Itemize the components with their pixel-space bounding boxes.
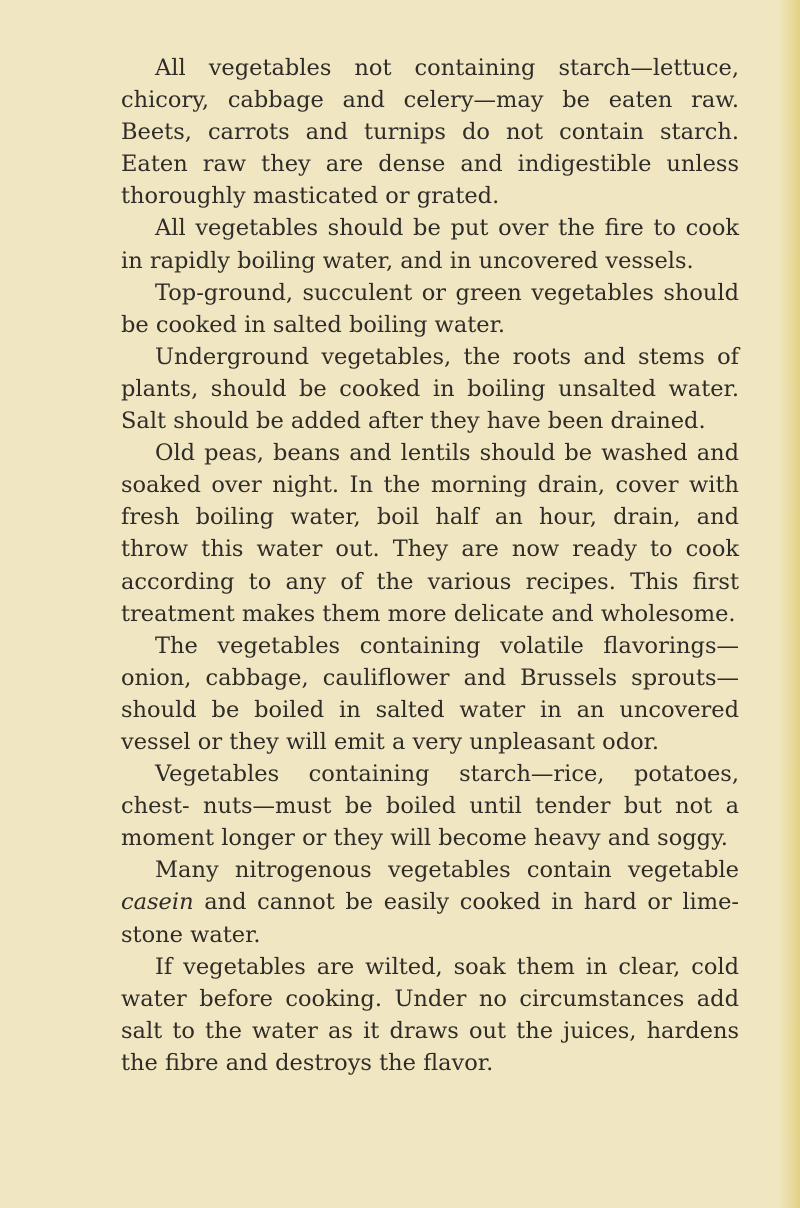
casein-italic: casein <box>121 889 194 916</box>
paragraph-top-ground: Top-ground, succulent or green vegetables should be cooked in salted boiling water. <box>121 279 739 338</box>
paragraph-wilted: If vegetables are wilted, soak them in clear, cold water before cooking. Under no circumstances add salt to the water as it draws out the juices, hardens the fibre and destroys the flavor. <box>121 953 739 1076</box>
paragraph-raw-vegetables: All vegetables not containing starch—lettuce, chicory, cabbage and celery—may be eaten raw. Beets, carrots and turnips do not contain starch. Eaten raw they are dense and indigestible unless thoroughly masticated or grated. <box>121 55 739 210</box>
paragraph-underground: Underground vegetables, the roots and stems of plants, should be cooked in boiling unsalted water. Salt should be added after they have been drained. <box>121 343 739 435</box>
paragraph-nitrogenous <box>121 854 739 950</box>
paragraph-nitrogenous-end: and cannot be easily cooked in hard or lime- stone water. <box>121 889 739 948</box>
body-text <box>121 52 739 1079</box>
page-edge-shadow <box>778 0 800 1208</box>
paragraph-starch: Vegetables containing starch—rice, potatoes, chest- nuts—must be boiled until tender but not a moment longer or they will become heavy and soggy. <box>121 761 739 852</box>
paragraph-volatile-flavorings: The vegetables containing volatile flavorings— onion, cabbage, cauliflower and Brussels sprouts— should be boiled in salted water in an uncovered vessel or they will emit a very unpleasant odor. <box>121 632 739 755</box>
paragraph-old-peas: Old peas, beans and lentils should be washed and soaked over night. In the morning drain, cover with fresh boiling water, boil half an hour, drain, and throw this water out. They are now ready to cook according to any of the various recipes. This first treatment makes them more delicate and wholesome. <box>121 440 739 627</box>
paragraph-boiling-water: All vegetables should be put over the fire to cook in rapidly boiling water, and in uncovered vessels. <box>121 215 739 274</box>
paragraph-nitrogenous-start: Many nitrogenous vegetables contain vegetable <box>155 857 739 884</box>
